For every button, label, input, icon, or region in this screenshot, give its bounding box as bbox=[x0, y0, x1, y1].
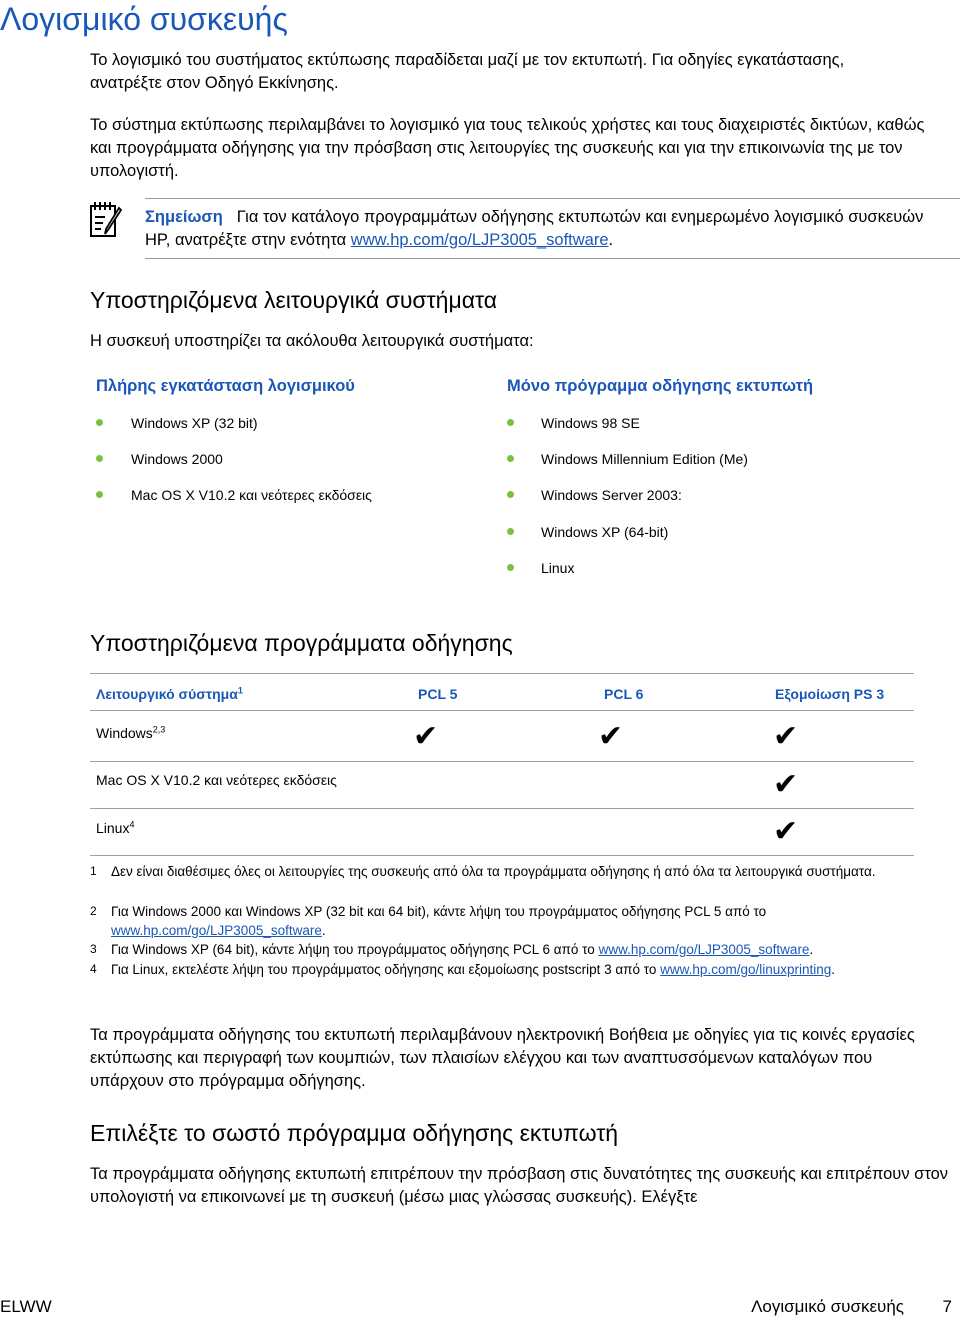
footnote-link[interactable]: www.hp.com/go/LJP3005_software bbox=[598, 942, 810, 957]
table-row-rule bbox=[90, 808, 914, 809]
footer-page-number: 7 bbox=[942, 1297, 952, 1316]
check-icon: ✔ bbox=[773, 814, 799, 849]
full-install-heading: Πλήρης εγκατάσταση λογισμικού bbox=[96, 377, 355, 395]
bullet-dot bbox=[507, 419, 514, 426]
intro-paragraph-1: Το λογισμικό του συστήματος εκτύπωσης παραδίδεται μαζί με τον εκτυπωτή. Για οδηγίες εγκατάστασης, ανατρέξτε στον Οδηγό Εκκίνησης. bbox=[90, 51, 845, 92]
list-item: Windows Server 2003: bbox=[541, 487, 682, 503]
table-header-rule bbox=[90, 710, 914, 711]
driver-only-heading: Μόνο πρόγραμμα οδήγησης εκτυπωτή bbox=[507, 377, 814, 395]
note-top-rule bbox=[145, 198, 960, 199]
table-header-ps3: Εξομοίωση PS 3 bbox=[775, 686, 885, 702]
footnote-number: 1 bbox=[90, 864, 97, 878]
list-item: Windows XP (32 bit) bbox=[131, 415, 258, 431]
footer-section-title: Λογισμικό συσκευής bbox=[751, 1297, 904, 1316]
table-top-rule bbox=[90, 673, 914, 674]
list-item: Windows Millennium Edition (Me) bbox=[541, 451, 748, 467]
footnote-text: Για Windows 2000 και Windows XP (32 bit και 64 bit), κάντε λήψη του προγράμματος οδήγησης PCL 5 από το www.hp.com/go/LJP3005_software. bbox=[111, 904, 767, 938]
check-icon: ✔ bbox=[413, 719, 439, 754]
footnote-link[interactable]: www.hp.com/go/linuxprinting bbox=[660, 962, 832, 977]
footer-doc-code: ELWW bbox=[0, 1297, 52, 1316]
list-item: Windows XP (64-bit) bbox=[541, 524, 669, 540]
bullet-dot bbox=[507, 455, 514, 462]
list-item: Windows 2000 bbox=[131, 451, 223, 467]
bullet-dot bbox=[96, 455, 103, 462]
check-icon: ✔ bbox=[773, 719, 799, 754]
note-body: Για τον κατάλογο προγραμμάτων οδήγησης εκτυπωτών και ενημερωμένο λογισμικό συσκευών HP, ανατρέξτε στην ενότητα bbox=[145, 208, 924, 249]
choose-driver-heading: Επιλέξτε το σωστό πρόγραμμα οδήγησης εκτυπωτή bbox=[90, 1120, 619, 1146]
table-header-pcl5: PCL 5 bbox=[418, 686, 458, 702]
drivers-section-heading: Υποστηριζόμενα προγράμματα οδήγησης bbox=[90, 630, 513, 656]
os-section-intro: Η συσκευή υποστηρίζει τα ακόλουθα λειτουργικά συστήματα: bbox=[90, 332, 534, 350]
note-bottom-rule bbox=[145, 258, 960, 259]
bullet-dot bbox=[507, 528, 514, 535]
list-item: Linux bbox=[541, 560, 575, 576]
footnote-text: Για Linux, εκτελέστε λήψη του προγράμματος οδήγησης και εξομοίωσης postscript 3 από το www.hp.com/go/linuxprinting. bbox=[111, 962, 836, 977]
page-title: Λογισμικό συσκευής bbox=[0, 1, 288, 37]
table-row: Windows$^{2,3}$ bbox=[96, 724, 166, 741]
bullet-dot bbox=[96, 491, 103, 498]
note-software-link[interactable]: www.hp.com/go/LJP3005_software bbox=[350, 231, 609, 249]
list-item: Windows 98 SE bbox=[541, 415, 640, 431]
table-header-os: Λειτουργικό σύστημα$^1$ bbox=[96, 685, 243, 702]
bullet-dot bbox=[507, 564, 514, 571]
intro-paragraph-2: Το σύστημα εκτύπωσης περιλαμβάνει το λογισμικό για τους τελικούς χρήστες και τους διαχειριστές δικτύων, καθώς και προγράμματα οδήγησης για την πρόσβαση στις λειτουργίες της συσκευής και για την επικοινωνία της με τον υπολογιστή. bbox=[90, 116, 925, 180]
check-icon: ✔ bbox=[773, 767, 799, 802]
drivers-help-paragraph: Τα προγράμματα οδήγησης του εκτυπωτή περιλαμβάνουν ηλεκτρονική Βοήθεια με οδηγίες για τις κοινές εργασίες εκτύπωσης και περιγραφή των κουμπιών, των πλαισίων ελέγχου και των αναπτυσσόμενων καταλόγων που υπάρχουν στο πρόγραμμα οδήγησης. bbox=[90, 1026, 915, 1090]
footnote-number: 3 bbox=[90, 942, 97, 956]
footnote-link[interactable]: www.hp.com/go/LJP3005_software bbox=[111, 923, 322, 938]
check-icon: ✔ bbox=[598, 719, 624, 754]
os-section-heading: Υποστηριζόμενα λειτουργικά συστήματα bbox=[90, 287, 498, 313]
table-row: Mac OS X V10.2 και νεότερες εκδόσεις bbox=[96, 772, 337, 788]
footnote-number: 2 bbox=[90, 904, 97, 918]
bullet-dot bbox=[96, 419, 103, 426]
footnote-text: Δεν είναι διαθέσιμες όλες οι λειτουργίες της συσκευής από όλα τα προγράμματα οδήγησης ή από όλα τα λειτουργικά συστήματα. bbox=[111, 864, 876, 879]
note-text bbox=[145, 206, 945, 252]
table-row-rule bbox=[90, 761, 914, 762]
choose-driver-paragraph: Τα προγράμματα οδήγησης εκτυπωτή επιτρέπουν την πρόσβαση στις δυνατότητες της συσκευής και επιτρέπουν στον υπολογιστή να επικοινωνεί με τη συσκευή (μέσω μιας γλώσσας συσκευής). Ελέγξτε bbox=[90, 1165, 949, 1206]
table-row: Linux$^4$ bbox=[96, 819, 135, 836]
note-end-punct: . bbox=[608, 231, 614, 249]
table-bottom-rule bbox=[90, 855, 914, 856]
table-header-pcl6: PCL 6 bbox=[604, 686, 644, 702]
note-label: Σημείωση bbox=[145, 208, 223, 226]
footnote-text: Για Windows XP (64 bit), κάντε λήψη του προγράμματος οδήγησης PCL 6 από το www.hp.com/go/LJP3005_software. bbox=[111, 942, 814, 957]
note-pad-icon bbox=[88, 200, 124, 240]
bullet-dot bbox=[507, 491, 514, 498]
footnote-number: 4 bbox=[90, 962, 97, 976]
list-item: Mac OS X V10.2 και νεότερες εκδόσεις bbox=[131, 487, 372, 503]
